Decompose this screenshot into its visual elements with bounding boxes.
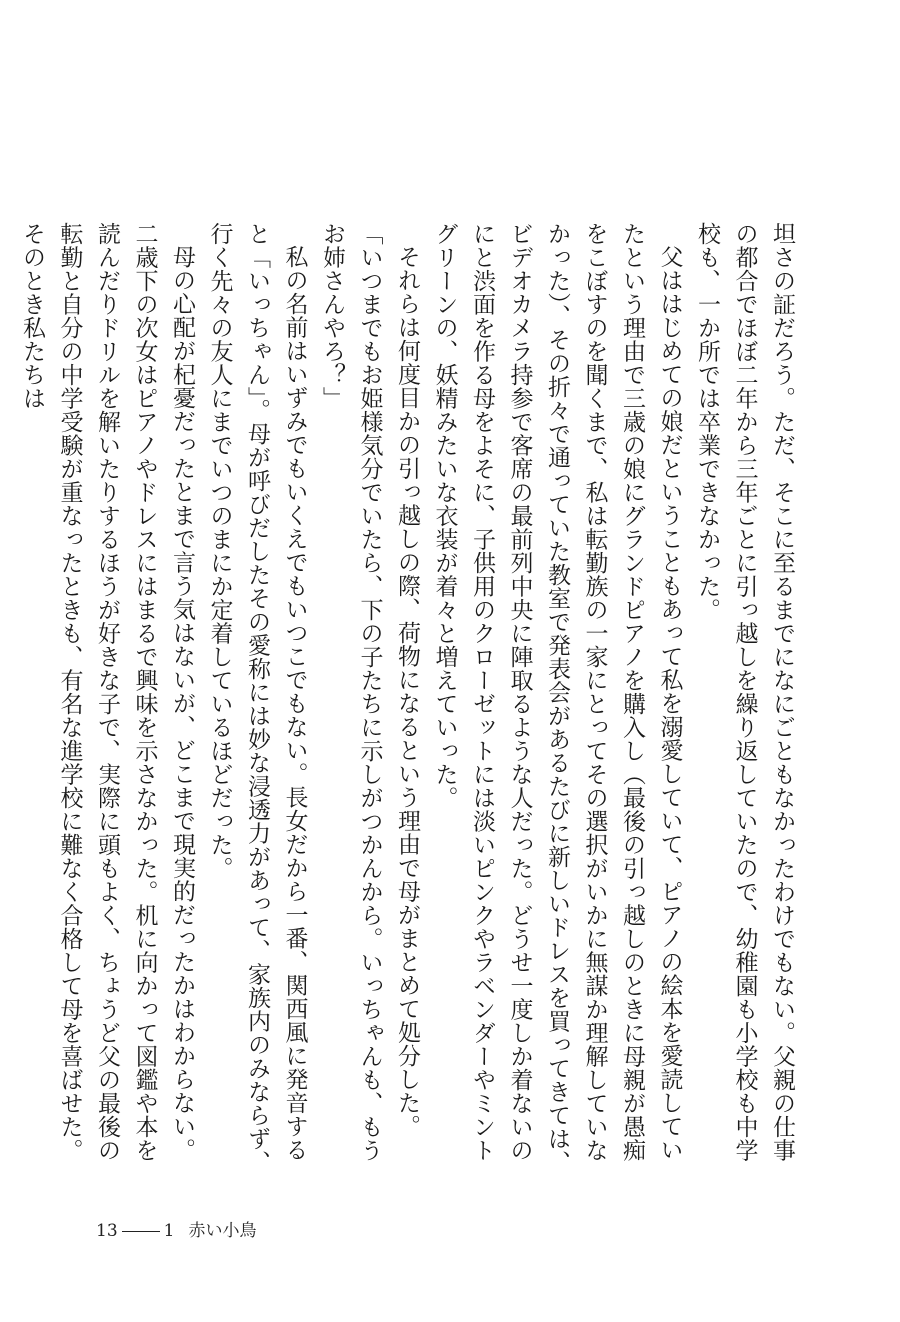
body-text bbox=[13, 222, 801, 1182]
page-number: 13 bbox=[96, 1221, 118, 1241]
chapter-number: 1 bbox=[163, 1221, 175, 1241]
paragraph-1: 坦さの証だろう。ただ、そこに至るまでになにごともなかったわけでもない。父親の仕事の都合でほぼ二年から三年ごとに引っ越しを繰り返していたので、幼稚園も小学校も中学校も、一か所では卒業できなかった。 bbox=[694, 222, 795, 1162]
paragraph-3: それらは何度目かの引っ越しの際、荷物になるという理由で母がまとめて処分した。 bbox=[394, 245, 420, 1138]
paragraph-2: 父ははじめての娘だということもあって私を溺愛していて、ピアノの絵本を愛読していたという理由で三歳の娘にグランドピアノを購入し（最後の引っ越しのときに母親が愚痴をこぼすのを聞くまで、私は転勤族の一家にとってその選択がいかに無謀か理解していなかった）、その折々で通っていた教室で発表会があるたびに新しいドレスを買ってきては、ビデオカメラ持参で客席の最前列中央に陣取るような人だった。どうせ一度しか着ないのにと渋面を作る母をよそに、子供用のクローゼットには淡いピンクやラベンダーやミントグリーンの、妖精みたいな衣装が着々と増えていった。 bbox=[431, 222, 683, 1174]
chapter-title: 赤い小鳥 bbox=[188, 1221, 257, 1241]
page-footer bbox=[96, 1216, 256, 1241]
paragraph-5: 私の名前はいずみでもいくえでもいつこでもない。長女だから一番、関西風に発音すると「いっちゃん」。母が呼びだしたその愛称には妙な浸透力があって、家族内のみならず、行く先々の友人にまでいつのまにか定着しているほどだった。 bbox=[206, 222, 308, 1174]
em-dash-rule bbox=[122, 1231, 160, 1232]
dialogue-paragraph: 「いつまでもお姫様気分でいたら、下の子たちに示しがつかんから。いっちゃんも、もうお姉さんやろ？」 bbox=[319, 222, 383, 1162]
paragraph-6: 母の心配が杞憂だったとまで言う気はないが、どこまで現実的だったかはわからない。二歳下の次女はピアノやドレスにはまるで興味を示さなかった。机に向かって図鑑や本を読んだりドリルを解いたりするほうが好きな子で、実際に頭もよく、ちょうど父の最後の転勤と自分の中学受験が重なったときも、有名な進学校に難なく合格して母を喜ばせた。そのとき私たちは bbox=[19, 222, 195, 1162]
